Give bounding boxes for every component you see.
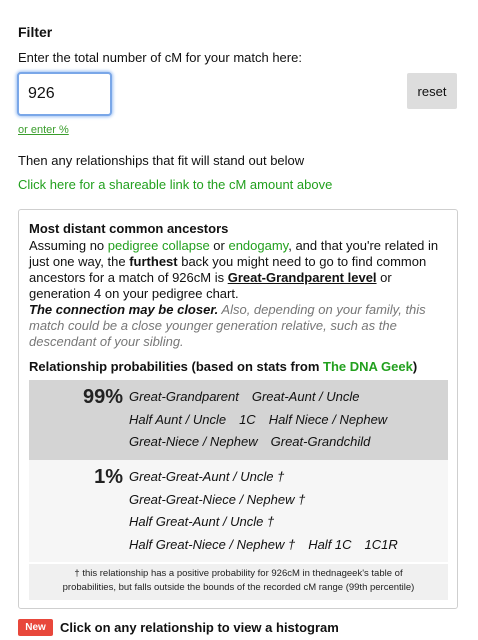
para-text: or	[209, 238, 229, 253]
relationship-line	[129, 409, 444, 432]
relationship-item[interactable]: Great-Niece / Nephew	[129, 434, 258, 449]
para-text: or generation 4 on your pedigree chart.	[29, 270, 392, 301]
instructions-text: Then any relationships that fit will stand out below	[18, 153, 305, 168]
panel-title: Most distant common ancestors	[29, 221, 229, 236]
results-panel	[18, 209, 458, 609]
pedigree-collapse-link[interactable]: pedigree collapse	[107, 238, 210, 253]
relationship-item[interactable]: Great-Grandchild	[270, 434, 371, 449]
closer-connection-text: Also, depending on your family, this match could be a close younger generation relative, such as the descendant of your sibling.	[29, 302, 426, 349]
relationship-item[interactable]: Half Niece / Nephew	[268, 411, 388, 427]
relationship-line	[129, 431, 444, 454]
cm-prompt-label: Enter the total number of cM for your match here:	[18, 50, 302, 65]
enter-percent-link[interactable]: or enter %	[18, 124, 69, 136]
para-text: Assuming no	[29, 238, 108, 253]
footnote-line: † this relationship has a positive probability for 926cM in thednageek's table of	[74, 568, 403, 579]
dna-geek-link[interactable]: The DNA Geek	[323, 359, 413, 374]
relationship-line	[129, 534, 444, 557]
dagger-footnote	[29, 564, 448, 600]
relationship-item[interactable]: Great-Great-Niece / Nephew †	[129, 491, 306, 507]
probability-percent: 1%	[94, 466, 123, 488]
relationship-list	[129, 386, 444, 454]
relationship-item[interactable]: Half 1C	[308, 536, 352, 552]
prob-title-text: )	[412, 359, 418, 374]
relationship-line	[129, 466, 444, 489]
closer-connection-heading: The connection may be closer.	[29, 302, 219, 317]
relationship-line	[129, 489, 444, 512]
probabilities-title	[29, 359, 417, 374]
furthest-emphasis: furthest	[129, 254, 178, 269]
relationship-item[interactable]: Great-Great-Aunt / Uncle †	[129, 469, 285, 484]
prob-title-text: Relationship probabilities (based on stats from	[29, 359, 323, 374]
relationship-item[interactable]: Half Great-Aunt / Uncle †	[129, 514, 275, 529]
cm-input[interactable]	[17, 72, 112, 116]
ancestor-level: Great-Grandparent level	[227, 270, 377, 285]
relationship-line	[129, 386, 444, 409]
relationship-item[interactable]: Half Great-Niece / Nephew †	[129, 536, 296, 552]
para-text: , and that you're related in just one way, the	[29, 238, 439, 269]
distant-ancestors-paragraph	[29, 238, 453, 302]
filter-title: Filter	[18, 24, 53, 40]
probability-block-1	[29, 460, 448, 562]
probability-block-99	[29, 380, 448, 460]
share-link[interactable]: Click here for a shareable link to the cM amount above	[18, 177, 333, 192]
relationship-item[interactable]: Great-Grandparent	[129, 389, 239, 404]
closer-connection-note	[29, 302, 453, 350]
probability-percent: 99%	[82, 386, 123, 408]
footnote-line: probabilities, but falls outside the bounds of the recorded cM range (99th percentile)	[62, 582, 415, 593]
relationship-item[interactable]: 1C	[239, 411, 256, 427]
endogamy-link[interactable]: endogamy	[228, 238, 289, 253]
histogram-hint: Click on any relationship to view a histogram	[60, 620, 339, 635]
relationship-line	[129, 511, 444, 534]
reset-button[interactable]: reset	[407, 73, 457, 109]
new-badge: New	[18, 619, 53, 636]
relationship-item[interactable]: Great-Aunt / Uncle	[251, 389, 360, 404]
relationship-item[interactable]: Half Aunt / Uncle	[129, 411, 227, 427]
relationship-item[interactable]: 1C1R	[364, 536, 398, 552]
para-text: back you might need to go to find common ancestors for a match of 926cM is	[29, 254, 427, 285]
relationship-list	[129, 466, 444, 556]
